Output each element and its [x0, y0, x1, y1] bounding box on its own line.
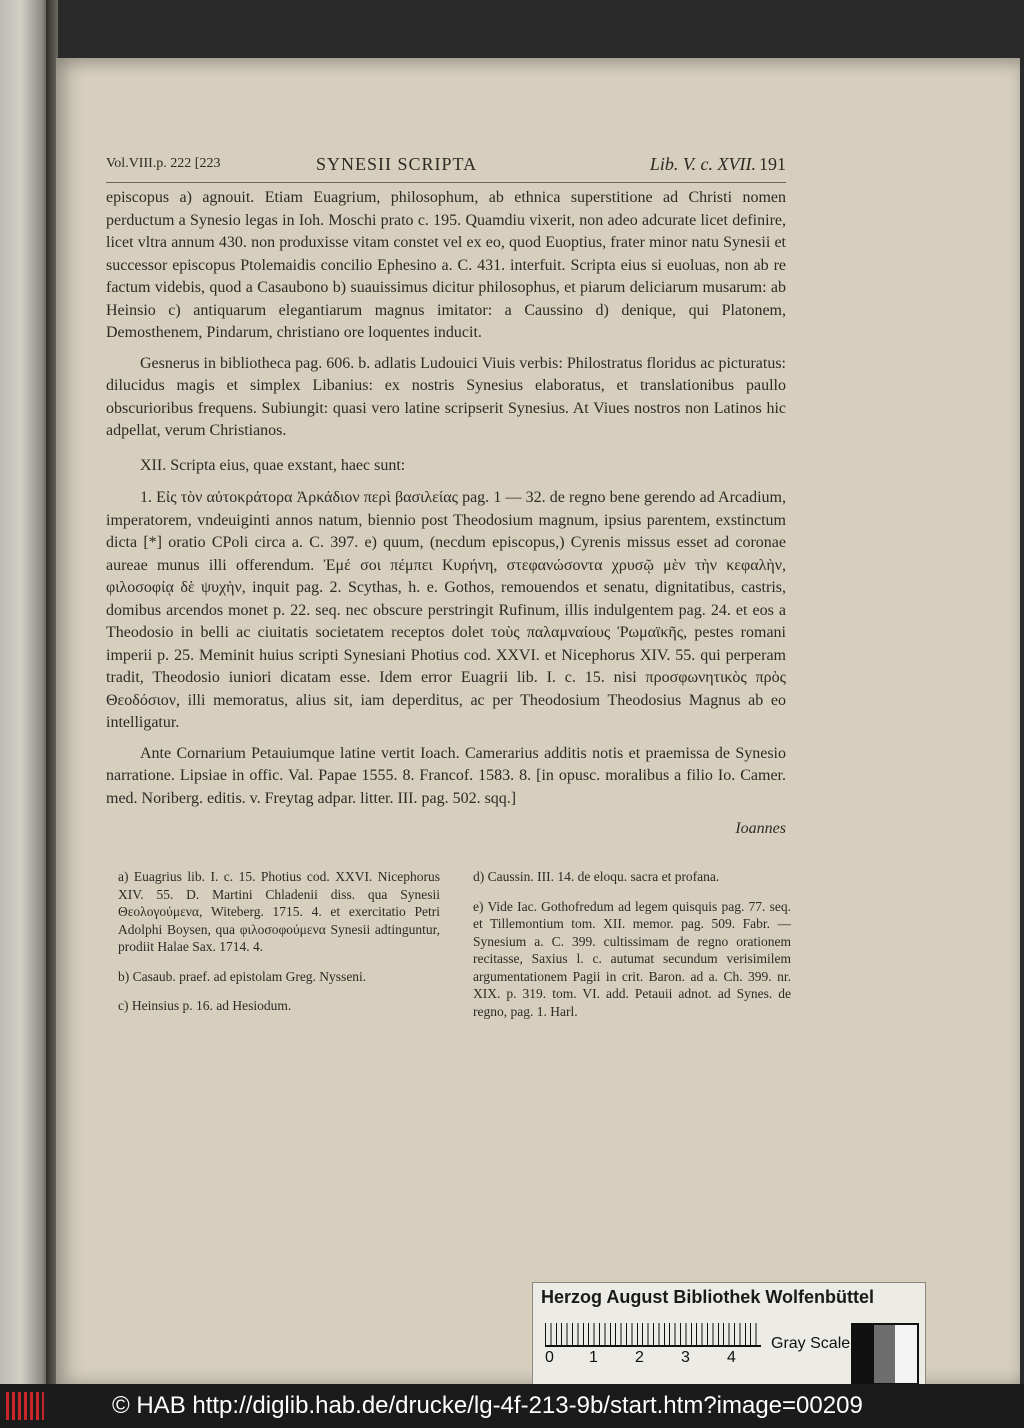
ruler-number: 2	[635, 1349, 644, 1366]
body-paragraph-1: episcopus a) agnouit. Etiam Euagrium, philosophum, ab ethnica superstitione ad Christi nomen perductum a Synesio legas in Ioh. Moschi prato c. 195. Quamdiu vixerit, non adeo adcurate licet definire, licet vltra annum 430. non produxisse vitam constet vel ex eo, quod Euoptius, frater minor natu Synesii et successor episcopus Ptolemaidis concilio Ephesino a. C. 431. interfuit. Scripta eius si euoluas, non ab re factum videbis, quod a Casaubono b) suauissimus dicitur philosophus, et piarum deliciarum musarum: ab Heinsio c) antiquarum elegantiarum magnus imitator: a Caussino d) denique, qui Platonem, Demosthenem, Pindarum, christiano ore loquentes inducit.	[106, 189, 786, 341]
body-paragraph-3: 1. Εἰς τὸν αὐτοκράτορα Ἀρκάδιον περὶ βασιλείας pag. 1 — 32. de regno bene gerendo ad Arcadium, imperatorem, vndeuiginti annos natum, biennio post Theodosium magnum, ipsius parentem, exstinctum dicta [*] oratio CPoli circa a. C. 397. e) quum, (necdum episcopus,) Cyrenis missus esset ad coronae aureae munus illi offerendum. Ἐμέ σοι πέμπει Κυρήνη, στεφανώσοντα χρυσῷ μὲν τὴν κεφαλὴν, φιλοσοφίᾳ δὲ ψυχὴν, inquit pag. 2. Scythas, h. e. Gothos, remouendos et senatu, dignitatibus, castris, domibus arcendos monet p. 22. seq. nec obscure perstringit Rufinum, illis indulgentem pag. 24. et eos a Theodosio in belli ac ciuitatis societatem receptos dolet τοὺς παλαμναίους Ῥωμαϊκῆς, pestes romani imperii p. 25. Meminit huius scripti Synesiani Photius cod. XXVI. et Nicephorus XIV. 55. qui perperam tradit, Theodosio iuniori dicatam esse. Idem error Euagrii lib. I. c. 15. nisi προσφωνητικὸς πρὸς Θεοδόσιον, illi memoratus, alius sit, iam deperditus, ac per Theodosium Theodosius Magnus ab eo intelligatur.	[106, 489, 786, 731]
library-color-chart	[532, 1282, 926, 1384]
footnote-column-right	[473, 868, 791, 1032]
running-head-chapter: Lib. V. c. XVII.	[649, 154, 756, 174]
body-paragraph-4: Ante Cornarium Petauiumque latine vertit Ioach. Camerarius additis notis et praemissa de Synesio narratione. Lipsiae in offic. Val. Papae 1555. 8. Francof. 1583. 8. [in opusc. moralibus a filio Io. Camer. med. Noriberg. editis. v. Freytag adpar. litter. III. pag. 502. sqq.]	[106, 744, 786, 807]
ruler-number: 3	[681, 1349, 690, 1366]
facing-page-edge	[0, 0, 52, 1384]
footnote-column-left	[118, 868, 440, 1027]
grayscale-label: Gray Scale	[771, 1335, 851, 1352]
ruler-numbers	[545, 1349, 785, 1369]
footnote-b: b) Casaub. praef. ad epistolam Greg. Nysseni.	[118, 968, 367, 984]
scanned-page	[56, 58, 1020, 1384]
page-number: 191	[759, 154, 786, 174]
ruler-number: 4	[727, 1349, 736, 1366]
text-block	[106, 152, 786, 849]
scale-ruler	[545, 1323, 761, 1347]
grayscale-swatch	[851, 1323, 919, 1384]
running-head-volume-ref: Vol.VIII.p. 222 [223	[106, 156, 221, 171]
copyright-url-link[interactable]: © HAB http://diglib.hab.de/drucke/lg-4f-213-9b/start.htm?image=00209	[112, 1392, 863, 1419]
ruler-number: 1	[589, 1349, 598, 1366]
footnote-e: e) Vide Iac. Gothofredum ad legem quisquis pag. 77. seq. et Tillemontium tom. XII. memor. pag. 509. Fabr. — Synesium a. C. 399. cultissimam de regno orationem recitasse, Saxius l. c. autumat secundum verisimilem argumentationem Pagii in crit. Baron. ad a. Ch. 399. nr. XIX. p. 319. tom. VI. add. Petauii adnot. ad Synes. de regno, pag. 1. Harl.	[473, 898, 791, 1019]
running-head-title: SYNESII SCRIPTA	[316, 154, 478, 174]
ruler-ticks	[545, 1323, 761, 1345]
ruler-number: 0	[545, 1349, 554, 1366]
body-paragraph-2: Gesnerus in bibliotheca pag. 606. b. adlatis Ludouici Viuis verbis: Philostratus floridus ac picturatus: dilucidus magis et simplex Libanius: ex nostris Synesius elaboratus, et translationibus paullo obscurioribus frequens. Subiungit: quasi vero latine scripserit Synesius. At Viues nostros non Latinos hic adpellat, verum Christianos.	[106, 354, 786, 439]
footnote-c: c) Heinsius p. 16. ad Hesiodum.	[118, 998, 292, 1013]
library-name: Herzog August Bibliothek Wolfenbüttel	[541, 1287, 874, 1307]
footnote-a: a) Euagrius lib. I. c. 15. Photius cod. XXVI. Nicephorus XIV. 55. D. Martini Chladenii diss. qua Synesii Θεολογούμενα, Witeberg. 1715. 4. et exercitatio Petri Adolphi Boysen, qua φιλοσοφούμενα Synesii adtinguntur, prodiit Halae Sax. 1714. 4.	[118, 869, 440, 954]
hab-logo-icon[interactable]	[6, 1392, 44, 1420]
section-heading: XII. Scripta eius, quae exstant, haec sunt:	[140, 456, 406, 474]
footnote-d: d) Caussin. III. 14. de eloqu. sacra et profana.	[473, 869, 720, 884]
catchword: Ioannes	[735, 820, 786, 837]
viewer-status-bar	[0, 1384, 1024, 1428]
running-head	[106, 152, 786, 183]
